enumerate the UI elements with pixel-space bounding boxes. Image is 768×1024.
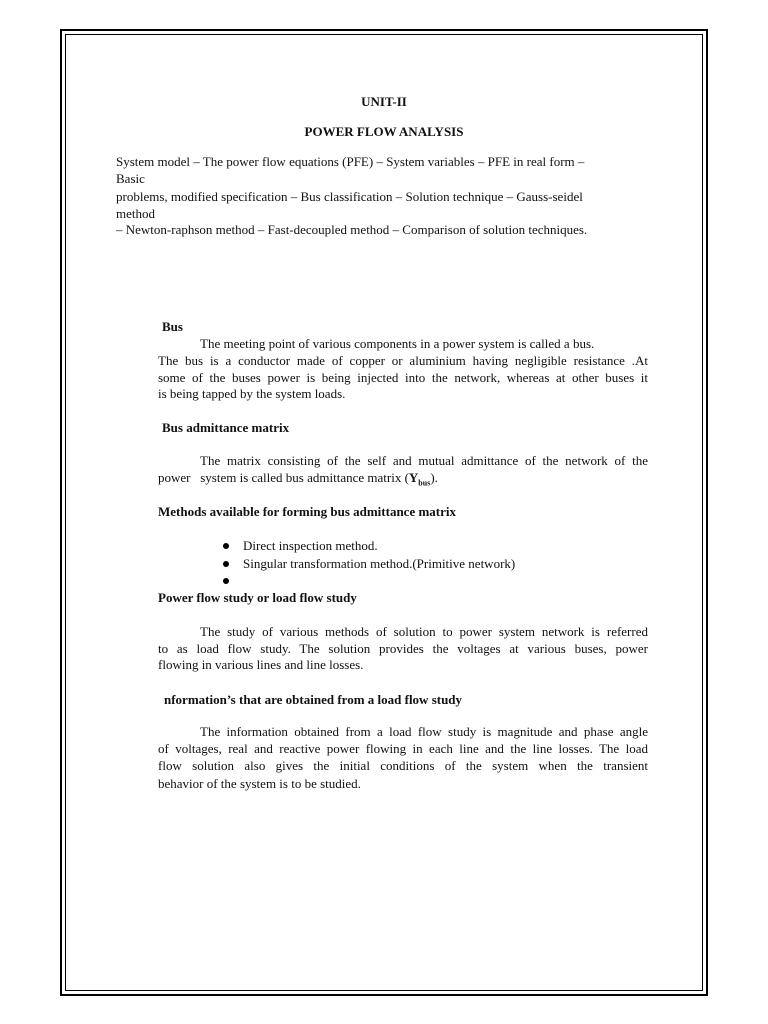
syllabus-line-4: method	[116, 206, 155, 221]
bullet-icon	[223, 578, 229, 584]
bus-line-2: The bus is a conductor made of copper or aluminium having negligible resistance .At	[158, 353, 648, 368]
info-line-3: flow solution also gives the initial conditions of the system when the transient	[158, 758, 648, 773]
bus-line-4: is being tapped by the system loads.	[158, 386, 346, 401]
bullet-icon	[223, 543, 229, 549]
info-heading: nformation’s that are obtained from a load flow study	[164, 692, 463, 707]
loadflow-line-3: flowing in various lines and line losses.	[158, 657, 364, 672]
admittance-heading: Bus admittance matrix	[162, 420, 290, 435]
syllabus-line-1: System model – The power flow equations (PFE) – System variables – PFE in real form –	[116, 154, 585, 169]
syllabus-line-3: problems, modified specification – Bus classification – Solution technique – Gauss-seidel	[116, 189, 583, 204]
admittance-line-2	[158, 470, 438, 492]
syllabus-line-2: Basic	[116, 171, 145, 186]
loadflow-line-2: to as load flow study. The solution provides the voltages at various buses, power	[158, 641, 648, 656]
admittance-line-1: The matrix consisting of the self and mutual admittance of the network of the	[200, 453, 648, 468]
bullet-icon	[223, 561, 229, 567]
info-line-4: behavior of the system is to be studied.	[158, 776, 361, 791]
ybus-symbol: Y	[408, 470, 419, 485]
chapter-title: POWER FLOW ANALYSIS	[304, 124, 464, 139]
syllabus-line-5: – Newton-raphson method – Fast-decoupled method – Comparison of solution techniques.	[116, 222, 588, 237]
admittance-line-2-prefix: power system is called bus admittance matrix (	[158, 470, 409, 485]
loadflow-line-1: The study of various methods of solution to power system network is referred	[200, 624, 648, 639]
bus-line-3: some of the buses power is being injected into the network, whereas at other buses it	[158, 370, 648, 385]
info-line-1: The information obtained from a load flow study is magnitude and phase angle	[200, 724, 648, 739]
unit-title: UNIT-II	[361, 94, 407, 109]
method-item-1: Direct inspection method.	[243, 538, 378, 553]
loadflow-heading: Power flow study or load flow study	[158, 590, 357, 605]
info-line-2: of voltages, real and reactive power flowing in each line and the line losses. The load	[158, 741, 648, 756]
methods-heading: Methods available for forming bus admittance matrix	[158, 504, 457, 519]
bus-line-1: The meeting point of various components in a power system is called a bus.	[200, 336, 595, 351]
admittance-line-2-suffix: ).	[430, 470, 438, 485]
method-item-2: Singular transformation method.(Primitive network)	[243, 556, 516, 571]
ybus-subscript: bus	[418, 478, 431, 488]
bus-heading: Bus	[162, 319, 183, 334]
